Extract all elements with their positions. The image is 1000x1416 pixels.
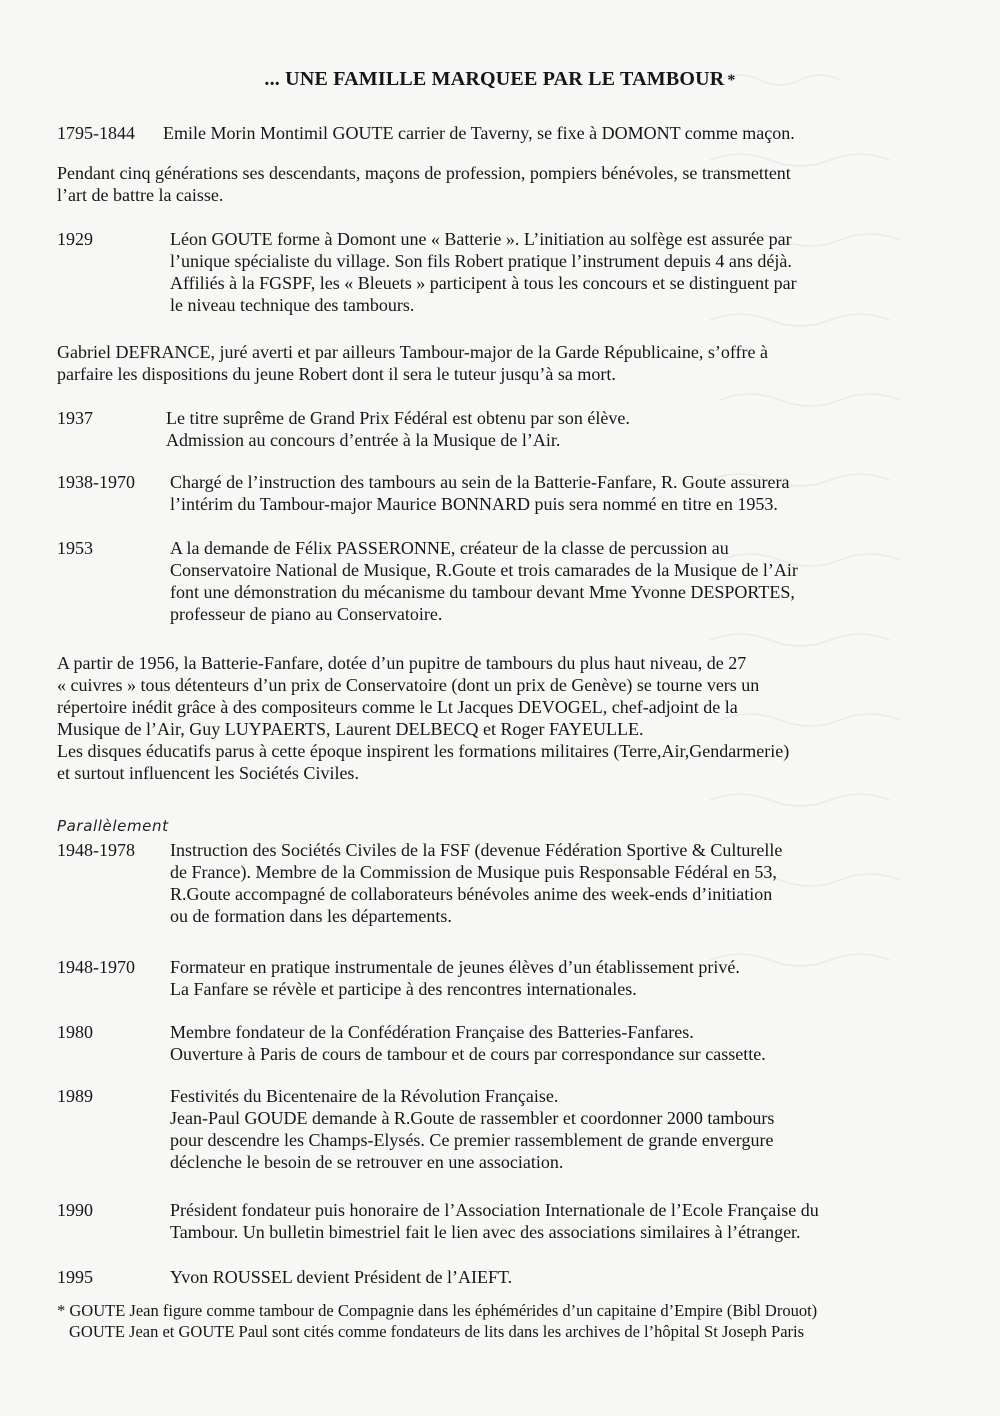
paragraph-1956 (57, 652, 937, 784)
entry-line: La Fanfare se révèle et participe à des rencontres internationales. (170, 979, 637, 999)
footnote (57, 1300, 957, 1342)
paragraph-line: Musique de l’Air, Guy LUYPAERTS, Laurent DELBECQ et Roger FAYEULLE. (57, 719, 644, 739)
entry-line: Festivités du Bicentenaire de la Révolution Française. (170, 1086, 559, 1106)
entry-year: 1989 (57, 1086, 93, 1106)
entry-line: le niveau technique des tambours. (170, 295, 415, 315)
entry-line: R.Goute accompagné de collaborateurs bénévoles anime des week-ends d’initiation (170, 884, 773, 904)
paragraph-defrance (57, 341, 937, 385)
entry-line: Instruction des Sociétés Civiles de la FSF (devenue Fédération Sportive & Culturelle (170, 840, 783, 860)
paragraph-line: A partir de 1956, la Batterie-Fanfare, dotée d’un pupitre de tambours du plus haut niveau, de 27 (57, 653, 747, 673)
entry-line: déclenche le besoin de se retrouver en une association. (170, 1152, 564, 1172)
entry-line: Yvon ROUSSEL devient Président de l’AIEFT. (170, 1267, 513, 1287)
entry-year: 1953 (57, 538, 93, 558)
paragraph-line: l’art de battre la caisse. (57, 185, 224, 205)
entry-line: Président fondateur puis honoraire de l’Association Internationale de l’Ecole Française du (170, 1200, 819, 1220)
title-asterisk: * (727, 72, 736, 89)
entry-line: Tambour. Un bulletin bimestriel fait le lien avec des associations similaires à l’étranger. (170, 1222, 801, 1242)
entry-line: Chargé de l’instruction des tambours au sein de la Batterie-Fanfare, R. Goute assurera (170, 472, 790, 492)
entry-year: 1948-1970 (57, 957, 135, 977)
handwritten-label: Parallèlement (57, 817, 169, 835)
title-text: ... UNE FAMILLE MARQUEE PAR LE TAMBOUR (264, 68, 725, 90)
entry-line: ou de formation dans les départements. (170, 906, 452, 926)
page-title (0, 66, 1000, 94)
entry-line: Le titre suprême de Grand Prix Fédéral est obtenu par son élève. (166, 408, 630, 428)
entry-line: de France). Membre de la Commission de Musique puis Responsable Fédéral en 53, (170, 862, 777, 882)
paragraph-line: « cuivres » tous détenteurs d’un prix de Conservatoire (dont un prix de Genève) se tourne vers un (57, 675, 760, 695)
footnote-line: GOUTE Jean et GOUTE Paul sont cités comme fondateurs de lits dans les archives de l’hôpital St Joseph Paris (69, 1322, 805, 1341)
entry-line: l’unique spécialiste du village. Son fils Robert pratique l’instrument depuis 4 ans déjà. (170, 251, 792, 271)
entry-year: 1948-1978 (57, 840, 135, 860)
entry-year: 1929 (57, 229, 93, 249)
footnote-line: * GOUTE Jean figure comme tambour de Compagnie dans les éphémérides d’un capitaine d’Empire (Bibl Drouot) (57, 1301, 818, 1320)
entry-line: professeur de piano au Conservatoire. (170, 604, 443, 624)
entry-year: 1937 (57, 408, 93, 428)
entry-line: A la demande de Félix PASSERONNE, créateur de la classe de percussion au (170, 538, 729, 558)
entry-line: Léon GOUTE forme à Domont une « Batterie ». L’initiation au solfège est assurée par (170, 229, 792, 249)
paragraph-line: parfaire les dispositions du jeune Robert dont il sera le tuteur jusqu’à sa mort. (57, 364, 616, 384)
paragraph-line: Les disques éducatifs parus à cette époque inspirent les formations militaires (Terre,Air,Gendarmerie) (57, 741, 790, 761)
entry-year: 1980 (57, 1022, 93, 1042)
entry-line: Ouverture à Paris de cours de tambour et de cours par correspondance sur cassette. (170, 1044, 766, 1064)
entry-line: Conservatoire National de Musique, R.Goute et trois camarades de la Musique de l’Air (170, 560, 798, 580)
entry-line: Admission au concours d’entrée à la Musique de l’Air. (166, 430, 561, 450)
paragraph-line: Pendant cinq générations ses descendants, maçons de profession, pompiers bénévoles, se transmettent (57, 163, 791, 183)
entry-text: Emile Morin Montimil GOUTE carrier de Taverny, se fixe à DOMONT comme maçon. (163, 123, 795, 143)
paragraph-generations (57, 162, 937, 206)
entry-line: Membre fondateur de la Confédération Française des Batteries-Fanfares. (170, 1022, 694, 1042)
entry-year: 1990 (57, 1200, 93, 1220)
paragraph-line: répertoire inédit grâce à des compositeurs comme le Lt Jacques DEVOGEL, chef-adjoint de la (57, 697, 738, 717)
entry-line: Jean-Paul GOUDE demande à R.Goute de rassembler et coordonner 2000 tambours (170, 1108, 775, 1128)
entry-line: Formateur en pratique instrumentale de jeunes élèves d’un établissement privé. (170, 957, 740, 977)
entry-year: 1995 (57, 1267, 93, 1287)
entry-line: Affiliés à la FGSPF, les « Bleuets » participent à tous les concours et se distinguent par (170, 273, 797, 293)
entry-year: 1795-1844 (57, 123, 135, 143)
entry-line: l’intérim du Tambour-major Maurice BONNARD puis sera nommé en titre en 1953. (170, 494, 778, 514)
entry-year: 1938-1970 (57, 472, 135, 492)
paragraph-line: Gabriel DEFRANCE, juré averti et par ailleurs Tambour-major de la Garde Républicaine, s’offre à (57, 342, 768, 362)
entry-line: pour descendre les Champs-Elysés. Ce premier rassemblement de grande envergure (170, 1130, 774, 1150)
paragraph-line: et surtout influencent les Sociétés Civiles. (57, 763, 359, 783)
entry-line: font une démonstration du mécanisme du tambour devant Mme Yvonne DESPORTES, (170, 582, 795, 602)
